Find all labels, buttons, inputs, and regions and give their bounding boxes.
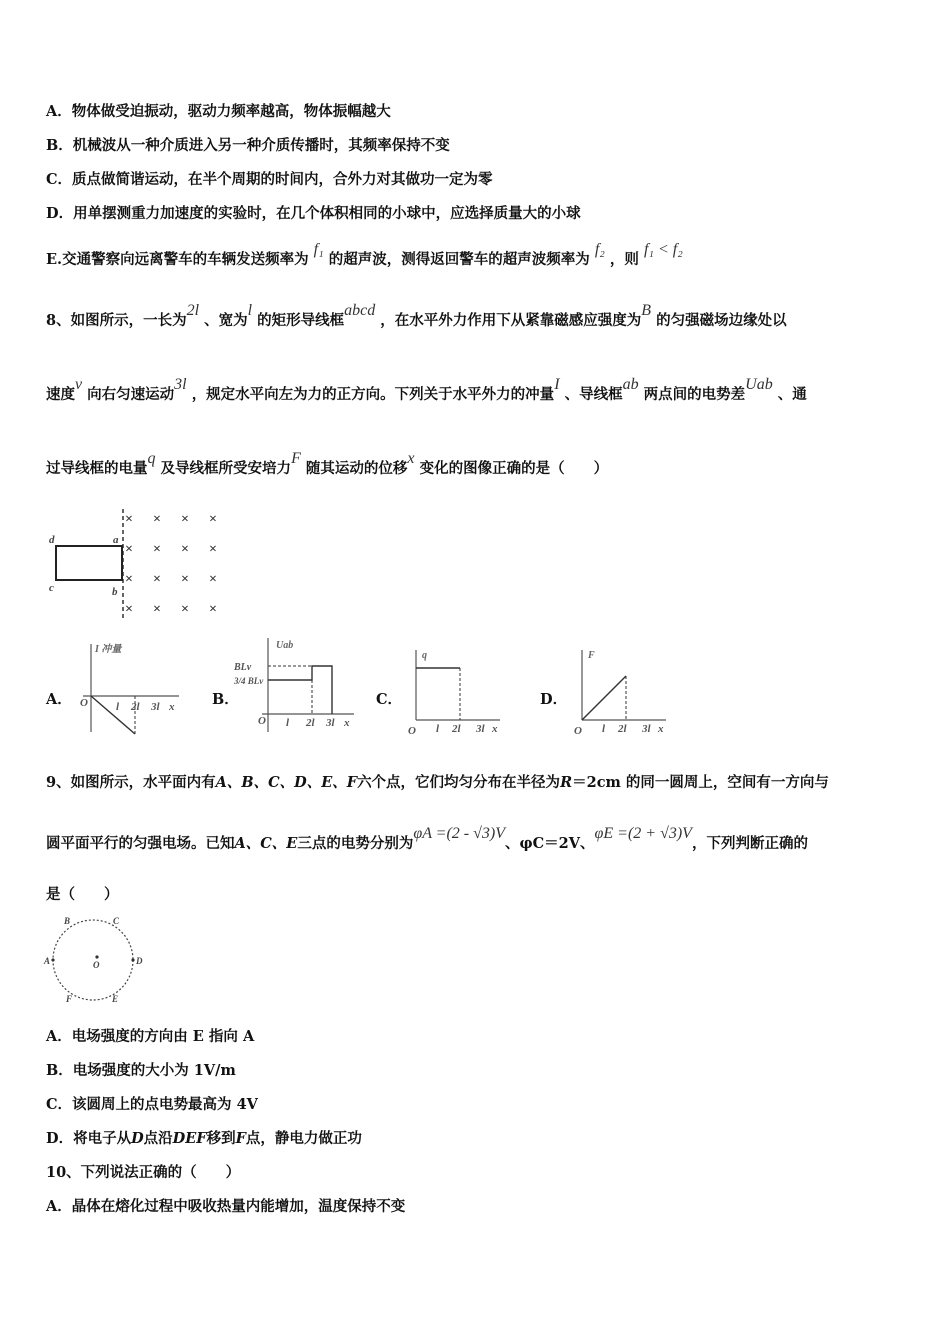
field-cross: × (125, 572, 133, 587)
q8-graph-c (400, 646, 510, 738)
q8-text: 、宽为 (204, 312, 248, 329)
field-cross: × (125, 512, 133, 527)
field-cross: × (153, 542, 161, 557)
field-cross: × (181, 512, 189, 527)
q9-text: ＝2cm 的同一圆周上，空间有一方向与 (572, 774, 829, 791)
tick-l: l (602, 723, 606, 735)
graph-line (91, 696, 135, 734)
option-c: C．质点做简谐运动，在半个周期的时间内，合外力对其做功一定为零 (46, 171, 493, 188)
math-I: I (554, 376, 560, 393)
axis-label: I 冲量 (95, 644, 122, 655)
math-abcd: abcd (344, 302, 376, 319)
math-ab: ab (622, 376, 639, 393)
math-x: x (407, 450, 415, 467)
q9-point: F (235, 1130, 246, 1147)
q8-line-2 (46, 376, 807, 405)
tick-o: O (258, 715, 266, 727)
q9-point: DEF (172, 1130, 207, 1147)
tick-3l: 3l (476, 723, 485, 735)
math-F: F (291, 450, 301, 467)
point-b: B (64, 916, 71, 926)
tick-o: O (574, 725, 582, 737)
q9-text: 三点的电势分别为 (297, 835, 414, 852)
q8-text: ，规定水平向左为力的正方向。下列关于水平外力的冲量 (191, 386, 555, 403)
math-f1: f₁ (313, 241, 324, 258)
q9-text: D．将电子从 (46, 1130, 132, 1147)
tick-2l: 2l (131, 701, 140, 713)
math-q: q (147, 450, 156, 467)
math-phi-c: φC＝2V、 (519, 835, 595, 852)
field-cross: × (181, 602, 189, 617)
tick-x: x (658, 723, 664, 735)
q8-text: 速度 (46, 386, 75, 403)
math-3l: 3l (174, 376, 187, 393)
math-2l: 2l (186, 302, 200, 319)
q8-figure-loop-field (40, 505, 240, 625)
point-c: C (113, 916, 120, 926)
q8-graph-a (75, 640, 185, 738)
q9-text: 点沿 (143, 1130, 173, 1147)
q9-figure-circle (40, 912, 150, 1008)
q10-option-a: A．晶体在熔化过程中吸收热量内能增加，温度保持不变 (46, 1198, 406, 1215)
tick-l: l (436, 723, 440, 735)
math-f2: f₂ (594, 241, 605, 258)
option-d: D．用单摆测重力加速度的实验时，在几个体积相同的小球中，应选择质量大的小球 (46, 205, 581, 222)
q8-text: 随其运动的位移 (305, 460, 408, 477)
field-cross: × (181, 542, 189, 557)
option-e-text-3: ，则 (609, 251, 639, 268)
q8-text: 及导线框所受安培力 (160, 460, 292, 477)
math-phi-a: φA =(2 - √3)V (413, 825, 506, 842)
q8-line-3 (46, 450, 609, 479)
q8-text: 变化的图像正确的是（ ） (419, 460, 609, 477)
math-f-relation: f₁ < f₂ (643, 241, 683, 258)
option-e-text-1: E.交通警察向远离警车的车辆发送频率为 (46, 251, 309, 268)
tick-o: O (80, 697, 88, 709)
point-f: F (66, 994, 73, 1004)
point-a: A (44, 956, 51, 966)
axis-label: q (422, 650, 427, 661)
q8-text: 向右匀速运动 (87, 386, 175, 403)
q8-option-d-label: D． (540, 691, 568, 708)
field-cross: × (125, 542, 133, 557)
q9-text: 9、如图所示，水平面内有 (46, 774, 216, 791)
field-cross: × (181, 572, 189, 587)
q8-text: ，在水平外力作用下从紧靠磁感应强度为 (380, 312, 642, 329)
field-cross: × (153, 602, 161, 617)
q9-option-c: C．该圆周上的点电势最高为 4V (46, 1096, 258, 1113)
q9-text: 六个点，它们均匀分布在半径为 (357, 774, 561, 791)
point-d: D (136, 956, 143, 966)
q8-text: 的矩形导线框 (257, 312, 345, 329)
q8-text: 、导线框 (564, 386, 623, 403)
option-b: B．机械波从一种介质进入另一种介质传播时，其频率保持不变 (46, 137, 450, 154)
graph-line (582, 676, 626, 720)
wire-loop (56, 546, 122, 580)
point-e: E (112, 994, 119, 1004)
q8-text: 两点间的电势差 (643, 386, 746, 403)
field-cross: × (209, 572, 217, 587)
q8-text: 、通 (777, 386, 807, 403)
field-cross: × (153, 512, 161, 527)
q9-option-a: A．电场强度的方向由 E 指向 A (46, 1028, 255, 1045)
option-a: A．物体做受迫振动，驱动力频率越高，物体振幅越大 (46, 103, 391, 120)
level-3-4-blv: 3/4 BLv (234, 676, 264, 686)
label-d: d (49, 534, 55, 546)
point-o: O (93, 960, 100, 970)
tick-3l: 3l (642, 723, 651, 735)
field-cross: × (125, 602, 133, 617)
q8-text: 过导线框的电量 (46, 460, 148, 477)
q9-radius: R (560, 774, 573, 791)
label-b: b (112, 586, 118, 598)
math-Uab: Uab (745, 376, 773, 393)
math-v: v (75, 376, 83, 393)
q9-points: A、B、C、D、E、F (215, 774, 358, 791)
q9-option-d (46, 1129, 362, 1149)
q9-line-1 (46, 773, 829, 793)
option-e-text-2: 的超声波，测得返回警车的超声波频率为 (328, 251, 590, 268)
q8-option-a-label: A． (46, 691, 72, 708)
q9-text: 圆平面平行的匀强电场。已知 (46, 835, 235, 852)
field-cross: × (209, 542, 217, 557)
axis-label: Uab (276, 640, 294, 651)
q9-point: D (131, 1130, 144, 1147)
tick-x: x (492, 723, 498, 735)
tick-l: l (116, 701, 120, 713)
q10-title: 10、下列说法正确的（ ） (46, 1164, 241, 1181)
q8-option-b-label: B． (212, 691, 239, 708)
tick-o: O (408, 725, 416, 737)
q9-line-3: 是（ ） (46, 886, 119, 903)
math-phi-e: φE =(2 + √3)V (594, 825, 692, 842)
q9-text: ，下列判断正确的 (691, 835, 808, 852)
tick-x: x (169, 701, 175, 713)
q9-text: 点，静电力做正功 (245, 1130, 362, 1147)
q8-graph-b (232, 632, 362, 736)
q8-graph-d (566, 646, 676, 738)
label-a: a (113, 534, 119, 546)
field-cross: × (209, 602, 217, 617)
math-B: B (641, 302, 652, 319)
q8-line-1 (46, 302, 787, 331)
q9-option-b: B．电场强度的大小为 1V/m (46, 1062, 236, 1079)
q8-option-c-label: C． (376, 691, 403, 708)
q9-text: 移到 (206, 1130, 236, 1147)
label-c: c (49, 582, 54, 594)
tick-2l: 2l (618, 723, 627, 735)
q9-points: A、C、E (234, 835, 298, 852)
graph-line (268, 666, 332, 714)
q9-text: 、 (505, 835, 520, 852)
q8-text: 的匀强磁场边缘处以 (656, 312, 787, 329)
tick-2l: 2l (306, 717, 315, 729)
tick-3l: 3l (326, 717, 335, 729)
field-cross: × (209, 512, 217, 527)
q8-text: 8、如图所示，一长为 (46, 312, 187, 329)
level-blv: BLv (234, 662, 252, 673)
tick-x: x (344, 717, 350, 729)
axis-label: F (588, 650, 595, 661)
field-cross: × (153, 572, 161, 587)
tick-2l: 2l (452, 723, 461, 735)
tick-l: l (286, 717, 290, 729)
option-e (46, 241, 683, 270)
math-l: l (247, 302, 253, 319)
q9-line-2 (46, 825, 808, 854)
tick-3l: 3l (151, 701, 160, 713)
